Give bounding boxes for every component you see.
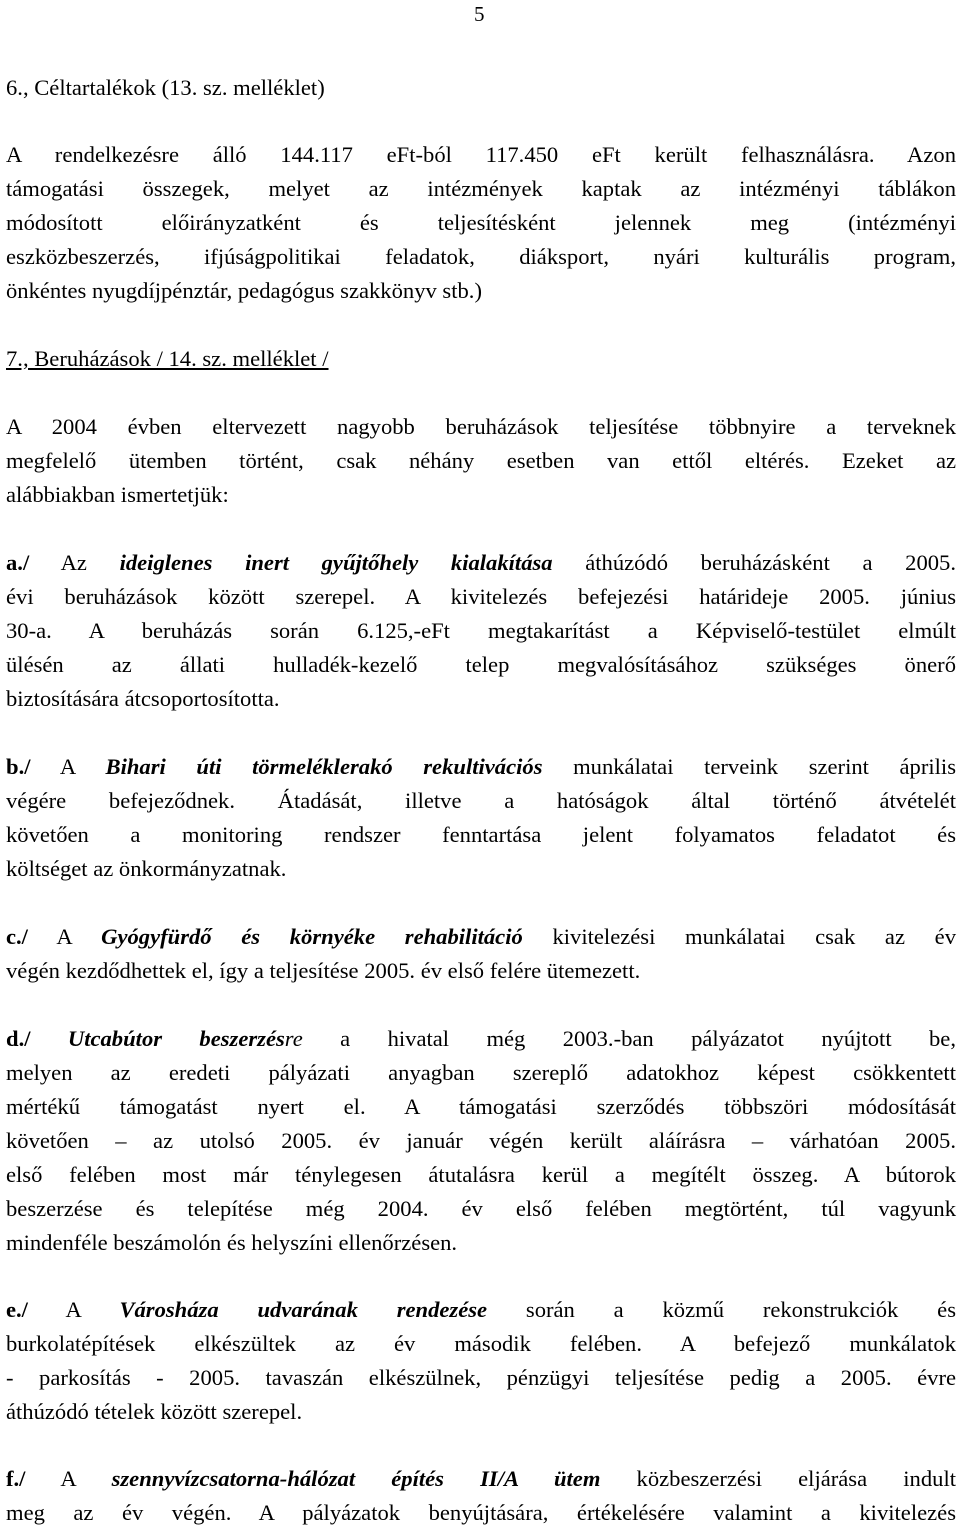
- item-d-line-7: mindenféle beszámolón és helyszíni ellenőrzésen.: [6, 1230, 458, 1255]
- section-6-line-5: önkéntes nyugdíjpénztár, pedagógus szakkönyv stb.): [6, 278, 482, 303]
- item-d-line-4: követően – az utolsó 2005. év január végén került aláírásra – várhatóan 2005.: [6, 1128, 956, 1153]
- item-b-post: munkálatai terveink szerint április: [542, 754, 956, 779]
- item-d-line-3: mértékű támogatást nyert el. A támogatási szerződés többszöri módosítását: [6, 1094, 956, 1119]
- item-e-first-line: [6, 1298, 956, 1322]
- item-b-label: b./: [6, 754, 31, 779]
- item-c-first-line: [6, 925, 956, 949]
- item-e-line-3: - parkosítás - 2005. tavaszán elkészülnek, pénzügyi teljesítése pedig a 2005. évre: [6, 1365, 956, 1390]
- item-e-line-4: áthúzódó tételek között szerepel.: [6, 1399, 303, 1424]
- item-c-line-2: végén kezdődhettek el, így a teljesítése 2005. év első felére ütemezett.: [6, 958, 641, 983]
- section-7-heading: 7., Beruházások / 14. sz. melléklet /: [6, 346, 329, 371]
- item-c-title: Gyógyfürdő és környéke rehabilitáció: [101, 924, 523, 949]
- item-d-line-2: melyen az eredeti pályázati anyagban szereplő adatokhoz képest csökkentett: [6, 1060, 956, 1085]
- item-b-line-3: követően a monitoring rendszer fenntartása jelent folyamatos feladatot és: [6, 822, 956, 847]
- item-d-post: a hivatal még 2003.-ban pályázatot nyújtott be,: [302, 1026, 956, 1051]
- item-a-post: áthúzódó beruházásként a 2005.: [552, 550, 956, 575]
- item-b-title: Bihari úti törmeléklerakó rekultivációs: [105, 754, 543, 779]
- item-a-line-3: 30-a. A beruházás során 6.125,-eFt megtakarítást a Képviselő-testület elmúlt: [6, 618, 956, 643]
- item-b-first-line: [6, 755, 956, 779]
- item-c-pre: A: [27, 924, 102, 949]
- section-7-line-3: alábbiakban ismertetjük:: [6, 482, 229, 507]
- item-a-title: ideiglenes inert gyűjtőhely kialakítása: [119, 550, 553, 575]
- item-f-pre: A: [25, 1466, 112, 1491]
- section-7-line-2: megfelelő ütemben történt, csak néhány esetben van ettől eltérés. Ezeket az: [6, 448, 956, 473]
- item-e-title: Városháza udvarának rendezése: [119, 1297, 488, 1322]
- item-c-post: kivitelezési munkálatai csak az év: [522, 924, 956, 949]
- item-d-first-line: [6, 1027, 956, 1051]
- item-a-line-5: biztosítására átcsoportosította.: [6, 686, 280, 711]
- item-e-post: során a közmű rekonstrukciók és: [487, 1297, 956, 1322]
- item-a-first-line: [6, 551, 956, 575]
- item-e-label: e./: [6, 1297, 28, 1322]
- item-d-label: d./: [6, 1026, 31, 1051]
- item-f-post: közbeszerzési eljárása indult: [600, 1466, 956, 1491]
- item-a-pre: Az: [29, 550, 120, 575]
- item-f-first-line: [6, 1467, 956, 1491]
- item-c-label: c./: [6, 924, 28, 949]
- item-a-line-4: ülésén az állati hulladék-kezelő telep megvalósításához szükséges önerő: [6, 652, 956, 677]
- item-a-label: a./: [6, 550, 30, 575]
- item-e-line-2: burkolatépítések elkészültek az év második felében. A befejező munkálatok: [6, 1331, 956, 1356]
- item-b-pre: A: [30, 754, 106, 779]
- item-b-line-4: költséget az önkormányzatnak.: [6, 856, 287, 881]
- page-number: 5: [474, 2, 485, 26]
- item-d-pre: [31, 1026, 68, 1051]
- item-a-line-2: évi beruházások között szerepel. A kivitelezés befejezési határideje 2005. június: [6, 584, 956, 609]
- item-b-line-2: végére befejeződnek. Átadását, illetve a hatóságok által történő átvételét: [6, 788, 956, 813]
- item-d-title: Utcabútor beszerzés: [67, 1026, 285, 1051]
- section-6-heading: 6., Céltartalékok (13. sz. melléklet): [6, 75, 325, 100]
- item-f-line-2: meg az év végén. A pályázatok benyújtására, értékelésére valamint a kivitelezés: [6, 1500, 956, 1525]
- item-f-label: f./: [6, 1466, 26, 1491]
- item-d-line-5: első felében most már ténylegesen átutalásra kerül a megítélt összeg. A bútorok: [6, 1162, 956, 1187]
- section-6-line-4: eszközbeszerzés, ifjúságpolitikai feladatok, diáksport, nyári kulturális program,: [6, 244, 956, 269]
- item-d-title-suffix: re: [284, 1026, 303, 1051]
- section-6-line-2: támogatási összegek, melyet az intézmények kaptak az intézményi táblákon: [6, 176, 956, 201]
- item-e-pre: A: [27, 1297, 120, 1322]
- item-f-title: szennyvízcsatorna-hálózat építés II/A ütem: [111, 1466, 601, 1491]
- section-6-line-1: A rendelkezésre álló 144.117 eFt-ból 117.450 eFt került felhasználásra. Azon: [6, 142, 956, 167]
- section-7-line-1: A 2004 évben eltervezett nagyobb beruházások teljesítése többnyire a terveknek: [6, 414, 956, 439]
- section-6-line-3: módosított előirányzatként és teljesítésként jelennek meg (intézményi: [6, 210, 956, 235]
- item-d-line-6: beszerzése és telepítése még 2004. év első felében megtörtént, túl vagyunk: [6, 1196, 956, 1221]
